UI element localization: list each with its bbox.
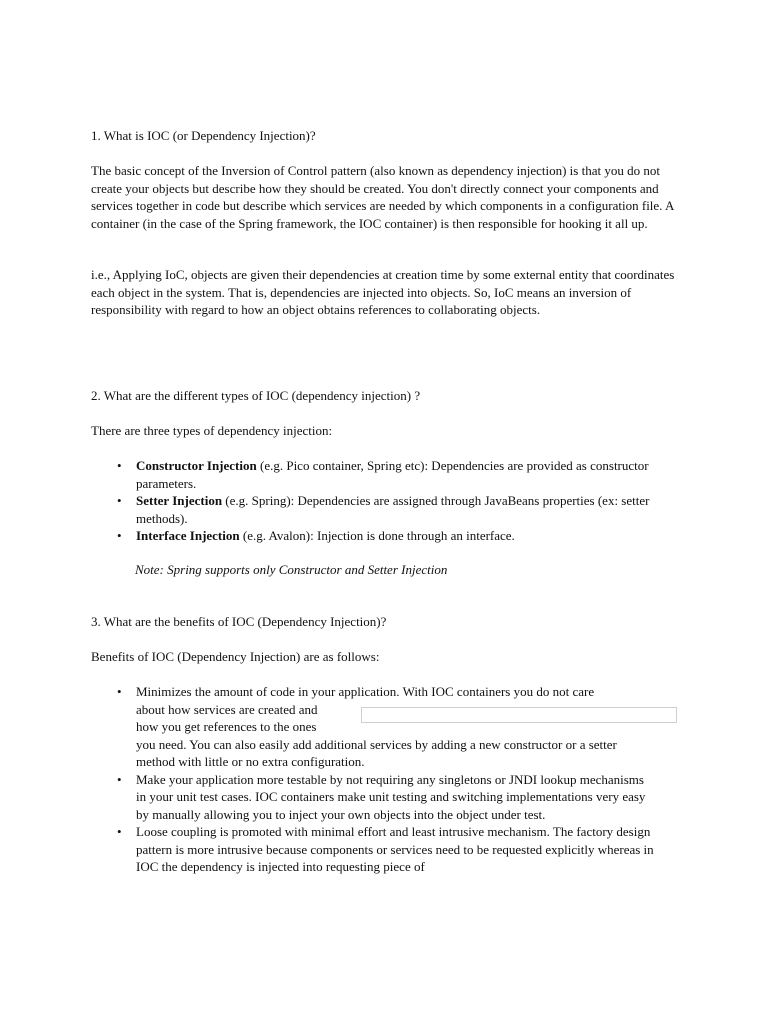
question-1-heading: 1. What is IOC (or Dependency Injection)? — [91, 128, 316, 143]
list-item-interface-injection — [117, 527, 677, 545]
question-3-intro: Benefits of IOC (Dependency Injection) are as follows: — [91, 649, 380, 664]
setter-injection-desc: (e.g. Spring): Dependencies are assigned through JavaBeans properties (ex: setter methods). — [136, 493, 650, 526]
injection-types-list — [117, 457, 677, 545]
question-1-paragraph-1: The basic concept of the Inversion of Control pattern (also known as dependency injection) is that you do not create your objects but describe how they should be created. You don't directly connect your components and services together in code but describe which services are needed by which components in a configuration file. A container (in the case of the Spring framework, the IOC container) is then responsible for hooking it all up. — [91, 163, 674, 231]
list-item-benefit-loose-coupling — [117, 823, 677, 876]
list-item-benefit-minimizes-code — [117, 683, 677, 771]
question-1-paragraph-2: i.e., Applying IoC, objects are given their dependencies at creation time by some external entity that coordinates each object in the system. That is, dependencies are injected into objects. So, IoC means an inversion of responsibility with regard to how an object obtains references to collaborating objects. — [91, 267, 675, 317]
setter-injection-term: Setter Injection — [136, 493, 223, 508]
question-3-heading: 3. What are the benefits of IOC (Dependency Injection)? — [91, 614, 387, 629]
spring-note: Note: Spring supports only Constructor and Setter Injection — [135, 562, 448, 577]
list-item-constructor-injection — [117, 457, 677, 492]
bullet-icon: • — [117, 458, 122, 473]
benefit-1-rest: you need. You can also easily add additional services by adding a new constructor or a setter method with little or no extra configuration. — [136, 736, 617, 769]
question-2-intro: There are three types of dependency injection: — [91, 423, 333, 438]
list-item-benefit-testable — [117, 771, 677, 824]
bullet-icon: • — [117, 684, 122, 699]
constructor-injection-desc: (e.g. Pico container, Spring etc): Dependencies are provided as constructor parameters. — [136, 458, 649, 491]
bullet-icon: • — [117, 824, 122, 839]
constructor-injection-term: Constructor Injection — [136, 458, 257, 473]
bullet-icon: • — [117, 771, 122, 787]
benefit-1-line-2: about how services are created and — [136, 701, 318, 717]
interface-injection-desc: (e.g. Avalon): Injection is done through an interface. — [239, 528, 515, 543]
bullet-icon: • — [117, 528, 122, 543]
benefit-2-text: Make your application more testable by not requiring any singletons or JNDI lookup mechanisms in your unit test cases. IOC containers make unit testing and switching implementations very easy by manually allowing you to inject your own objects into the object under test. — [136, 771, 646, 822]
bullet-icon: • — [117, 493, 122, 508]
benefit-3-text: Loose coupling is promoted with minimal effort and least intrusive mechanism. The factory design pattern is more intrusive because components or services need to be requested explicitly whereas in IOC the dependency is injected into requesting piece of — [136, 824, 654, 874]
list-item-setter-injection — [117, 492, 677, 527]
question-2-heading: 2. What are the different types of IOC (dependency injection) ? — [91, 388, 421, 403]
benefits-list — [117, 683, 677, 876]
benefit-1-line-1: Minimizes the amount of code in your application. With IOC containers you do not care — [136, 684, 595, 699]
benefit-1-line-3: how you get references to the ones — [136, 719, 317, 734]
interface-injection-term: Interface Injection — [136, 528, 240, 543]
